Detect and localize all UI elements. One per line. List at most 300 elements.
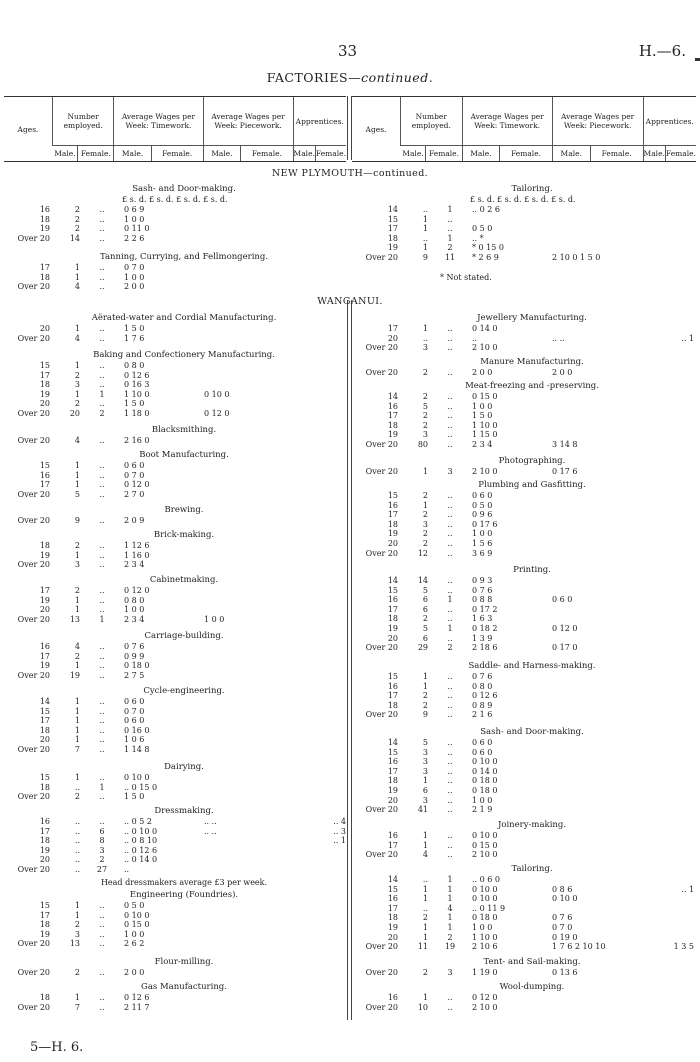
table-row [4, 480, 346, 490]
age-cell: 15 [39, 773, 50, 782]
section-wanganui: WANGANUI. [317, 296, 383, 307]
timework-wage-cell: .. [472, 333, 478, 343]
running-head [0, 70, 700, 85]
age-cell: Over 20 [365, 643, 398, 653]
table-row [352, 786, 694, 796]
female-count-cell: 3 [447, 968, 453, 977]
female-count-cell: .. [99, 560, 105, 570]
male-count-cell: 4 [422, 850, 428, 860]
male-count-cell: 7 [74, 1002, 80, 1012]
timework-wage-cell: 2 0 0 [472, 368, 493, 377]
timework-wage-cell: 2 10 0 [472, 1002, 498, 1012]
table-row [352, 440, 694, 450]
table-row [352, 539, 694, 549]
timework-wage-cell: 0 18 0 [472, 913, 498, 923]
timework-wage-cell: 0 9 6 [472, 510, 493, 520]
table-row [352, 510, 694, 520]
table-row [4, 671, 346, 681]
male-count-cell: 1 [74, 735, 80, 745]
table-row [4, 282, 346, 292]
timework-wage-cell: 2 10 0 [472, 850, 498, 860]
female-count-cell: .. [447, 633, 453, 643]
male-count-cell: .. [74, 826, 80, 836]
male-header: Male. [114, 146, 151, 162]
piecework-header: Average Wages per Week: Piecework. [552, 97, 643, 146]
age-cell: 15 [387, 585, 398, 595]
age-cell: 19 [387, 243, 398, 253]
section-new-plymouth: NEW PLYMOUTH—continued. [271, 168, 429, 179]
male-count-cell: 1 [74, 725, 80, 735]
male-count-cell: 14 [417, 576, 428, 585]
timework-wage-cell: 0 7 6 [124, 642, 145, 651]
male-count-cell: 1 [74, 361, 80, 370]
table-row [4, 697, 346, 707]
age-cell: Over 20 [17, 516, 50, 525]
male-count-cell: .. [422, 233, 428, 243]
female-header: Female. [315, 146, 346, 162]
age-cell: 18 [387, 614, 398, 624]
timework-wage-cell: 0 7 0 [124, 470, 145, 480]
female-count-cell: .. [447, 529, 453, 539]
table-row [4, 652, 346, 662]
piecework-wage-cell: 0 7 0 [552, 923, 573, 932]
timework-wage-cell: * 2 6 9 [472, 253, 499, 262]
timework-wage-cell: 1 5 0 [472, 411, 493, 421]
female-count-cell: .. [99, 939, 105, 949]
age-cell: 17 [39, 370, 50, 380]
left-column-header [4, 96, 346, 162]
female-count-cell: .. [447, 576, 453, 585]
male-count-cell: 2 [74, 968, 80, 977]
timework-wage-cell: 0 10 0 [472, 894, 498, 904]
age-cell: 17 [39, 716, 50, 726]
age-cell: Over 20 [17, 865, 50, 874]
age-cell: Over 20 [17, 282, 50, 292]
male-count-cell: 5 [74, 489, 80, 499]
female-count-cell: .. [99, 697, 105, 706]
industry-title: Carriage-building. [144, 631, 224, 641]
age-cell: 19 [39, 389, 50, 399]
male-count-cell: .. [74, 836, 80, 846]
table-row [4, 726, 346, 736]
timework-wage-cell: 0 7 6 [472, 672, 493, 681]
male-count-cell: 2 [74, 586, 80, 595]
female-count-cell: .. [99, 233, 105, 243]
timework-wage-cell: 2 11 7 [124, 1002, 150, 1012]
table-row [4, 901, 346, 911]
timework-wage-cell: 0 15 0 [124, 920, 150, 930]
male-count-cell: 2 [422, 491, 428, 500]
timework-wage-cell: 2 3 4 [124, 560, 145, 570]
female-count-cell: .. [447, 604, 453, 614]
age-cell: 17 [387, 840, 398, 850]
male-count-cell: 2 [74, 370, 80, 380]
age-cell: Over 20 [17, 670, 50, 680]
timework-wage-cell: 2 2 6 [124, 233, 145, 243]
male-count-cell: 2 [422, 420, 428, 430]
timework-wage-cell: 1 14 8 [124, 745, 150, 754]
male-count-cell: 7 [74, 745, 80, 754]
table-row [352, 643, 694, 653]
timework-wage-cell: 2 7 0 [124, 489, 145, 499]
timework-wage-cell: 0 16 0 [124, 725, 150, 735]
female-count-cell: .. [99, 605, 105, 615]
female-header: Female. [151, 146, 203, 162]
male-count-cell: 1 [422, 243, 428, 253]
table-row [352, 421, 694, 431]
female-count-cell: 2 [99, 409, 105, 418]
timework-wage-cell: 2 18 6 [472, 643, 498, 653]
industry-title: Cabinetmaking. [149, 575, 219, 585]
running-head-italic: continued. [361, 70, 434, 85]
female-count-cell: 27 [96, 865, 108, 874]
female-count-cell: .. [99, 361, 105, 370]
table-row [4, 471, 346, 481]
timework-wage-cell: * 0 15 0 [472, 243, 504, 253]
table-row [4, 836, 346, 846]
age-cell: 17 [387, 903, 398, 913]
piecework-wage-cell: 2 0 0 [552, 368, 573, 377]
age-cell: Over 20 [365, 343, 398, 353]
male-count-cell: 1 [74, 550, 80, 560]
male-count-cell: 5 [422, 585, 428, 595]
apprentice-cell: 1 3 5 [673, 942, 694, 952]
currency-units: £ s. d. £ s. d. £ s. d. £ s. d. [122, 195, 228, 204]
age-cell: 19 [39, 550, 50, 560]
female-count-cell: .. [99, 661, 105, 671]
age-cell: Over 20 [17, 409, 50, 418]
male-count-cell: 1 [74, 595, 80, 605]
table-row [352, 682, 694, 692]
age-cell: 19 [39, 661, 50, 671]
timework-wage-cell: 0 18 2 [472, 624, 498, 633]
female-count-cell: .. [99, 968, 105, 977]
male-header: Male. [53, 146, 78, 162]
female-count-cell: .. [99, 595, 105, 605]
timework-wage-cell: .. 0 6 0 [472, 875, 500, 884]
age-cell: Over 20 [17, 233, 50, 243]
female-count-cell: .. [99, 817, 105, 826]
male-header: Male. [552, 146, 590, 162]
female-count-cell: .. [99, 214, 105, 224]
table-row [4, 1003, 346, 1013]
table-row [352, 234, 694, 244]
male-header: Male. [293, 146, 315, 162]
timework-wage-cell: 2 10 6 [472, 942, 498, 952]
female-count-cell: .. [99, 993, 105, 1002]
male-count-cell: 2 [422, 411, 428, 421]
table-row [352, 324, 694, 334]
female-count-cell: .. [447, 500, 453, 510]
table-row [4, 846, 346, 856]
table-row [352, 595, 694, 605]
female-count-cell: .. [99, 1002, 105, 1012]
piecework-wage-cell: 0 19 0 [552, 932, 578, 942]
table-row [4, 735, 346, 745]
timework-wage-cell: 0 14 0 [472, 766, 498, 776]
timework-wage-cell: 0 8 8 [472, 595, 493, 605]
male-count-cell: 1 [422, 224, 428, 234]
timework-wage-cell: 0 5 0 [472, 500, 493, 510]
male-count-cell: 1 [74, 389, 80, 399]
age-cell: 16 [39, 817, 50, 826]
age-cell: 15 [39, 361, 50, 370]
timework-wage-cell: 2 0 0 [124, 282, 145, 292]
industry-title: Printing. [513, 565, 551, 575]
male-count-cell: .. [422, 875, 428, 884]
piecework-wage-cell: 1 0 0 [204, 614, 225, 624]
table-row [352, 343, 694, 353]
timework-wage-cell: 0 14 0 [472, 324, 498, 333]
table-row [4, 224, 346, 234]
male-count-cell: 2 [422, 968, 428, 977]
table-row [352, 205, 694, 215]
table-row [4, 334, 346, 344]
female-count-cell: .. [447, 993, 453, 1002]
female-count-cell: .. [447, 786, 453, 795]
age-cell: Over 20 [365, 253, 398, 262]
male-count-cell: .. [74, 845, 80, 855]
age-cell: 17 [387, 691, 398, 701]
age-cell: 17 [39, 586, 50, 595]
female-count-cell: .. [447, 795, 453, 805]
timework-wage-cell: 1 5 0 [124, 792, 145, 802]
female-count-cell: 2 [447, 243, 453, 253]
timework-wage-cell: 1 0 0 [472, 795, 493, 805]
piecework-wage-cell: 0 7 6 [552, 913, 573, 923]
timework-wage-cell: 0 10 0 [472, 831, 498, 840]
table-row [352, 586, 694, 596]
male-count-cell: 1 [74, 901, 80, 910]
age-cell: 18 [39, 782, 50, 792]
male-count-cell: 1 [422, 214, 428, 224]
age-cell: 17 [387, 411, 398, 421]
male-count-cell: 1 [74, 605, 80, 615]
female-count-cell: 19 [444, 942, 456, 952]
timework-wage-cell: 1 0 0 [124, 929, 145, 939]
male-count-cell: 9 [422, 253, 428, 262]
male-count-cell: 11 [417, 942, 428, 952]
male-count-cell: 1 [74, 706, 80, 716]
age-cell: 19 [387, 786, 398, 795]
age-cell: 16 [387, 401, 398, 411]
age-cell: Over 20 [17, 560, 50, 570]
timework-wage-cell: 0 7 0 [124, 706, 145, 716]
table-row [352, 776, 694, 786]
male-count-cell: 1 [74, 910, 80, 920]
piecework-wage-cell: 0 17 6 [552, 467, 578, 476]
industry-title: Wool-dumping. [499, 982, 565, 992]
timework-wage-cell: 0 12 0 [472, 993, 498, 1002]
female-count-cell: .. [99, 929, 105, 939]
table-row [352, 392, 694, 402]
table-row [352, 334, 694, 344]
male-count-cell: .. [74, 782, 80, 792]
table-row [4, 716, 346, 726]
timework-wage-cell: 0 6 0 [472, 747, 493, 757]
male-count-cell: 6 [422, 595, 428, 605]
male-count-cell: 13 [69, 614, 80, 624]
timework-wage-cell: .. * [472, 233, 484, 243]
female-count-cell: 3 [447, 467, 453, 476]
female-count-cell: .. [447, 324, 453, 333]
male-count-cell: 2 [422, 529, 428, 539]
age-cell: Over 20 [365, 1002, 398, 1012]
table-note: Head dressmakers average £3 per week. [100, 878, 268, 887]
female-count-cell: .. [99, 910, 105, 920]
number-employed-header: Number employed. [401, 97, 463, 146]
piecework-wage-cell: 0 10 0 [204, 389, 230, 399]
female-count-cell: .. [99, 651, 105, 661]
male-header: Male. [203, 146, 241, 162]
age-cell: Over 20 [17, 436, 50, 445]
age-cell: 19 [387, 529, 398, 539]
female-count-cell: 1 [447, 875, 453, 884]
female-count-cell: 1 [99, 389, 105, 399]
age-cell: 15 [39, 461, 50, 470]
male-count-cell: 3 [422, 519, 428, 529]
age-cell: 17 [39, 651, 50, 661]
age-cell: Over 20 [17, 939, 50, 949]
age-cell: 17 [387, 510, 398, 520]
female-count-cell: .. [99, 541, 105, 550]
female-header: Female. [78, 146, 114, 162]
apprentices-header: Apprentices. [643, 97, 696, 146]
table-row [352, 875, 694, 885]
industry-title: Joinery-making. [497, 820, 567, 830]
timework-wage-cell: 1 0 0 [124, 605, 145, 615]
male-count-cell: 4 [74, 333, 80, 343]
female-count-cell: 1 [447, 923, 453, 932]
age-cell: 17 [39, 910, 50, 920]
female-count-cell: 1 [447, 205, 453, 214]
right-column-header [352, 96, 696, 162]
table-row [352, 904, 694, 914]
table-row [352, 576, 694, 586]
table-row [352, 467, 694, 477]
male-count-cell: 2 [74, 792, 80, 802]
timework-wage-cell: 0 12 6 [124, 993, 150, 1002]
timework-wage-cell: 1 10 0 [472, 932, 498, 942]
female-count-cell: .. [99, 920, 105, 930]
table-row [352, 923, 694, 933]
age-cell: 15 [39, 901, 50, 910]
table-row [352, 224, 694, 234]
age-cell: 17 [39, 826, 50, 836]
table-row [4, 436, 346, 446]
table-row [352, 672, 694, 682]
age-cell: 20 [387, 333, 398, 343]
age-cell: 20 [387, 795, 398, 805]
male-count-cell: 1 [422, 324, 428, 333]
timework-wage-cell: .. 0 15 0 [124, 782, 158, 792]
age-cell: 14 [387, 738, 398, 747]
female-count-cell: .. [447, 614, 453, 624]
table-row [352, 614, 694, 624]
age-cell: Over 20 [365, 805, 398, 815]
male-count-cell: .. [422, 205, 428, 214]
male-count-cell: 1 [74, 993, 80, 1002]
female-count-cell: .. [99, 461, 105, 470]
industry-title: Blacksmithing. [151, 425, 217, 435]
age-cell: 14 [387, 392, 398, 401]
apprentice-cell: .. 1 [681, 333, 694, 343]
male-count-cell: 2 [422, 539, 428, 548]
male-count-cell: 3 [422, 766, 428, 776]
female-count-cell: 2 [447, 932, 453, 942]
timework-wage-cell: 1 12 6 [124, 541, 150, 550]
female-count-cell: .. [447, 766, 453, 776]
timework-wage-cell: 1 3 9 [472, 633, 493, 643]
ages-header: Ages. [365, 124, 387, 134]
piecework-wage-cell: .. .. [204, 817, 217, 826]
timework-wage-cell: 0 5 0 [124, 901, 145, 910]
female-count-cell: .. [447, 411, 453, 421]
age-cell: 18 [387, 776, 398, 786]
table-row [352, 968, 694, 978]
male-count-cell: 2 [74, 214, 80, 224]
age-cell: 20 [39, 605, 50, 615]
page-code: H.—6. [638, 42, 686, 60]
age-cell: 16 [387, 993, 398, 1002]
female-count-cell: 1 [447, 894, 453, 904]
age-cell: Over 20 [365, 440, 398, 449]
male-count-cell: 9 [422, 710, 428, 720]
age-cell: 19 [387, 430, 398, 440]
male-count-cell: 1 [422, 672, 428, 681]
female-count-cell: .. [99, 735, 105, 745]
table-row [352, 710, 694, 720]
age-cell: Over 20 [365, 467, 398, 476]
female-count-cell: .. [447, 840, 453, 850]
age-cell: 20 [387, 633, 398, 643]
female-count-cell: .. [447, 691, 453, 701]
age-cell: 16 [387, 595, 398, 605]
female-count-cell: 2 [447, 643, 453, 653]
male-count-cell: 1 [422, 840, 428, 850]
piecework-wage-cell: 0 6 0 [552, 595, 573, 605]
female-count-cell: .. [447, 420, 453, 430]
age-cell: 17 [387, 224, 398, 234]
female-count-cell: 1 [447, 233, 453, 243]
industry-title: Dairying. [164, 762, 204, 772]
industry-title: Sash- and Door-making. [480, 727, 584, 737]
industry-title: Tailoring. [511, 864, 553, 874]
table-row [352, 520, 694, 530]
table-row [352, 913, 694, 923]
piecework-header: Average Wages per Week: Piecework. [203, 97, 293, 146]
industry-title: Engineering (Foundries). [129, 890, 239, 900]
female-count-cell: .. [99, 282, 105, 292]
male-count-cell: 2 [74, 541, 80, 550]
timework-wage-cell: 0 9 9 [124, 651, 145, 661]
table-row [352, 701, 694, 711]
timework-wage-cell: 0 6 0 [472, 738, 493, 747]
timework-wage-cell: 1 5 0 [124, 324, 145, 333]
timework-wage-cell: 0 6 9 [124, 205, 145, 214]
age-cell: 16 [387, 757, 398, 767]
male-count-cell: 20 [69, 409, 80, 418]
table-row [4, 586, 346, 596]
timework-wage-cell: 0 6 0 [124, 461, 145, 470]
male-count-cell: .. [74, 865, 80, 874]
male-count-cell: 19 [69, 670, 80, 680]
male-count-cell: 1 [422, 932, 428, 942]
female-count-cell: .. [447, 510, 453, 520]
table-row [4, 792, 346, 802]
female-header: Female. [590, 146, 643, 162]
timework-wage-cell: 1 0 6 [124, 735, 145, 745]
